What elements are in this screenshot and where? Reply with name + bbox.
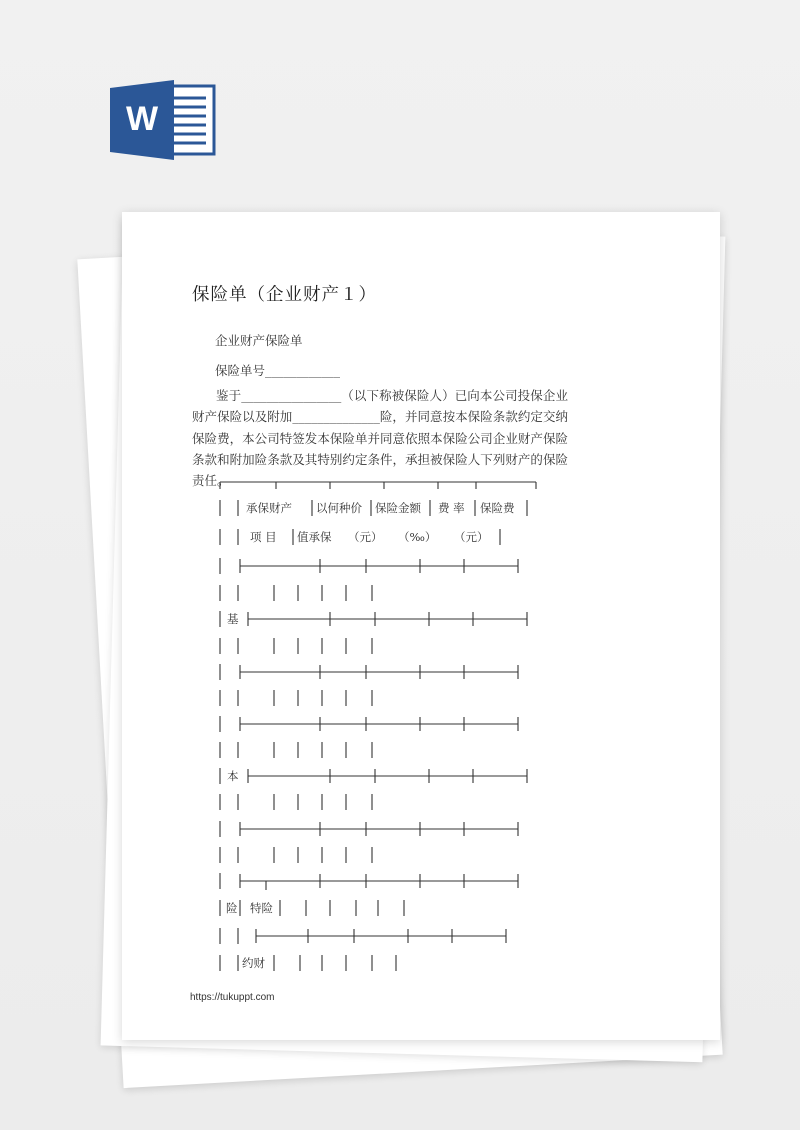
table-header-premium: 保险费 xyxy=(480,501,515,515)
table-header-amount: 保险金额 xyxy=(375,501,421,515)
word-logo-letter: W xyxy=(125,100,159,138)
word-logo-graphic xyxy=(110,80,218,160)
document-subtitle: 企业财产保险单 xyxy=(215,333,303,348)
table-subheader-amount-unit: （元） xyxy=(348,530,383,544)
table-sub-label-property: 约财 xyxy=(242,956,265,970)
table-side-label-ji: 基 xyxy=(227,612,239,626)
word-document-icon xyxy=(110,80,218,160)
table-side-label-xian: 险 xyxy=(226,901,238,915)
table-header-rate: 费 率 xyxy=(438,501,465,515)
table-header-item: 承保财产 xyxy=(246,501,292,515)
table-header-valuation: 以何种价 xyxy=(316,501,362,515)
page-title: 保险单（企业财产１） xyxy=(192,285,377,305)
table-side-label-ben: 本 xyxy=(227,769,239,783)
table-subheader-rate-unit: （‰） xyxy=(398,530,437,544)
table-sub-label-special: 特险 xyxy=(250,901,273,915)
policy-number-line: 保险单号____________ xyxy=(215,363,341,378)
table-lines xyxy=(220,482,536,971)
insurance-table xyxy=(200,470,550,975)
table-subheader-item: 项 目 xyxy=(250,530,277,544)
table-subheader-premium-unit: （元） xyxy=(454,530,489,544)
policy-paragraph: 鉴于________________（以下称被保险人）已向本公司投保企业财产保险以及附加______________险，并同意按本保险条款约定交纳保险费，本公司特签发本保险单并同意依照本保险公司企业财产保险条款和附加险条款及其特别约定条件，承担被保险人下列财产的保险责任。 xyxy=(192,388,568,489)
table-subheader-valuation: 值承保 xyxy=(297,530,332,544)
source-url: https://tukuppt.com xyxy=(190,992,275,1003)
